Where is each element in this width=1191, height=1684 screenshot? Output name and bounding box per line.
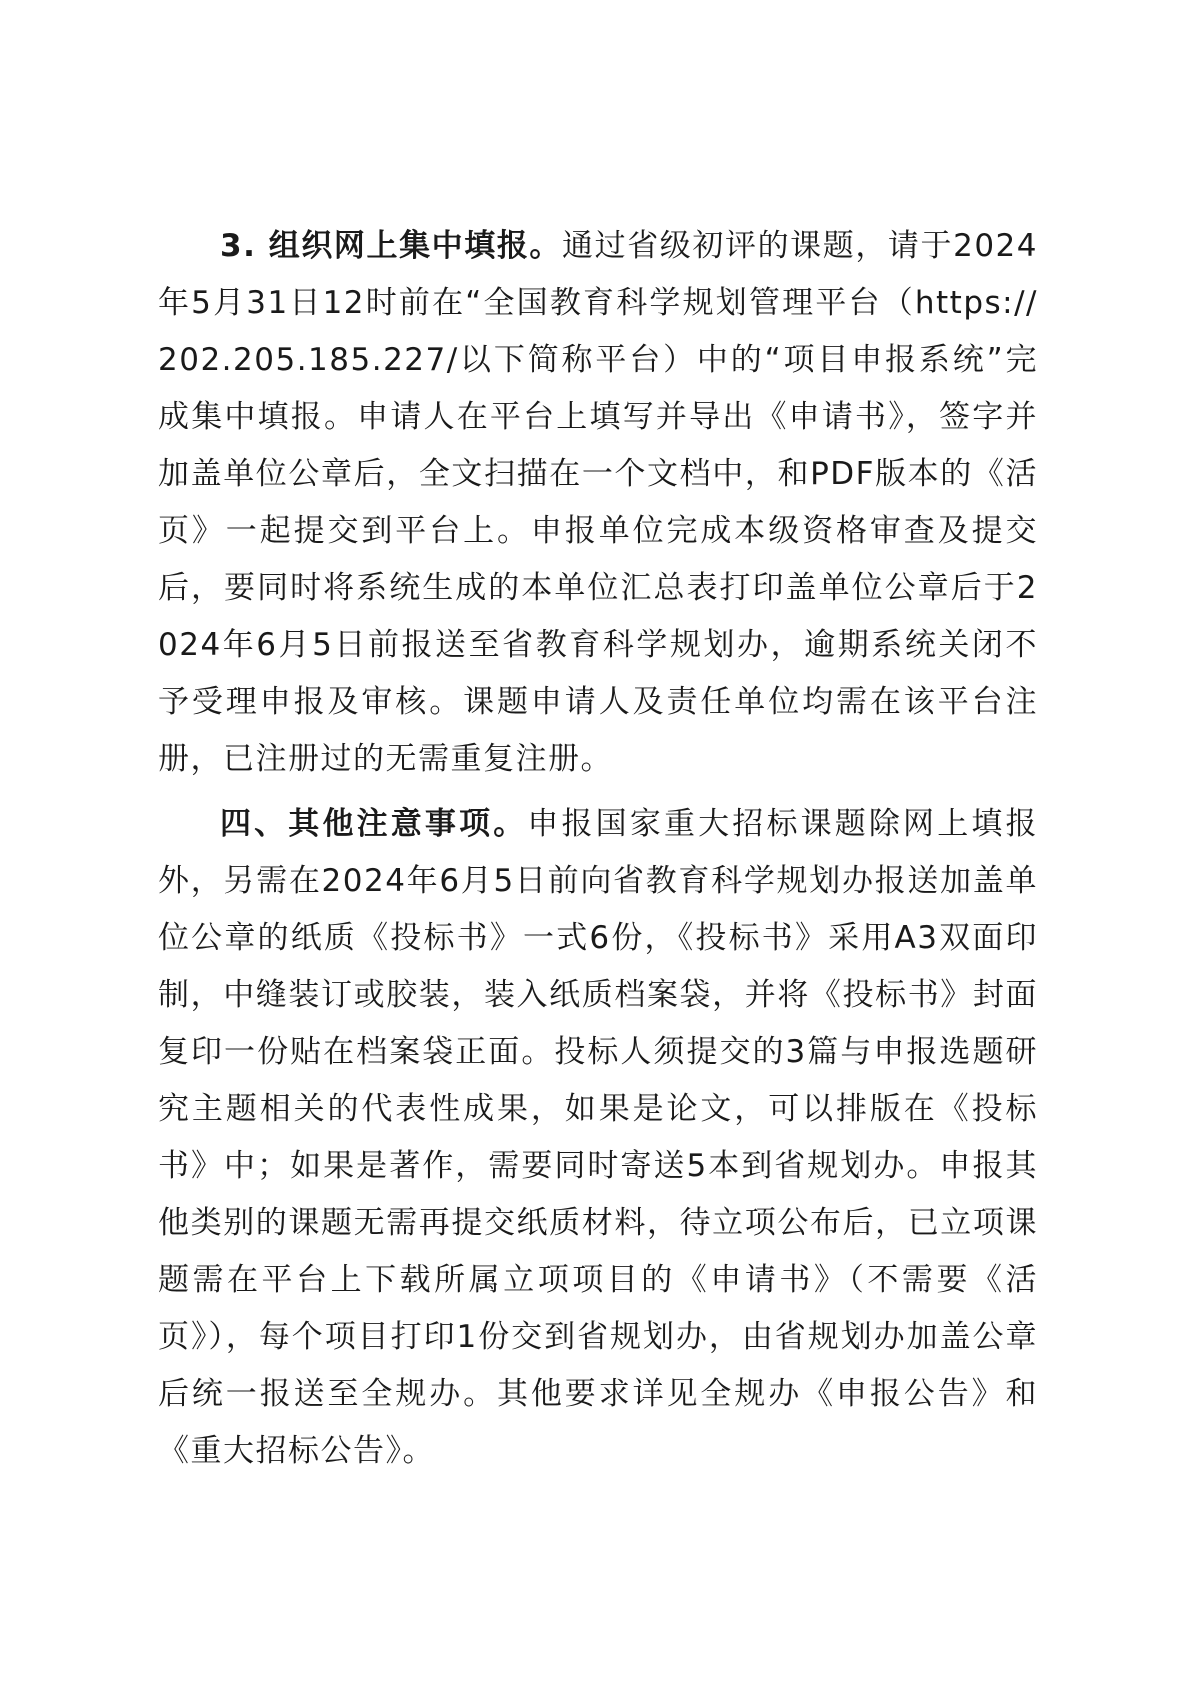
paragraph-heading: 3. 组织网上集中填报。 [220,228,563,264]
paragraph-heading: 四、其他注意事项。 [220,806,528,842]
paragraph-other-notes [158,796,1038,1480]
paragraph-online-filing [158,218,1038,788]
document-page [158,218,1038,1480]
paragraph-body: 申报国家重大招标课题除网上填报外，另需在2024年6月5日前向省教育科学规划办报送加盖单位公章的纸质《投标书》一式6份，《投标书》采用A3双面印制，中缝装订或胶装，装入纸质档案袋，并将《投标书》封面复印一份贴在档案袋正面。投标人须提交的3篇与申报选题研究主题相关的代表性成果，如果是论文，可以排版在《投标书》中；如果是著作，需要同时寄送5本到省规划办。申报其他类别的课题无需再提交纸质材料，待立项公布后，已立项课题需在平台上下载所属立项项目的《申请书》（不需要《活页》），每个项目打印1份交到省规划办，由省规划办加盖公章后统一报送至全规办。其他要求详见全规办《申报公告》和《重大招标公告》。 [158,806,1039,1469]
paragraph-body: 通过省级初评的课题，请于2024年5月31日12时前在“全国教育科学规划管理平台（https://202.205.185.227/以下简称平台）中的“项目申报系统”完成集中填报。申请人在平台上填写并导出《申请书》，签字并加盖单位公章后，全文扫描在一个文档中，和PDF版本的《活页》一起提交到平台上。申报单位完成本级资格审查及提交后，要同时将系统生成的本单位汇总表打印盖单位公章后于2024年6月5日前报送至省教育科学规划办，逾期系统关闭不予受理申报及审核。课题申请人及责任单位均需在该平台注册，已注册过的无需重复注册。 [158,228,1038,777]
